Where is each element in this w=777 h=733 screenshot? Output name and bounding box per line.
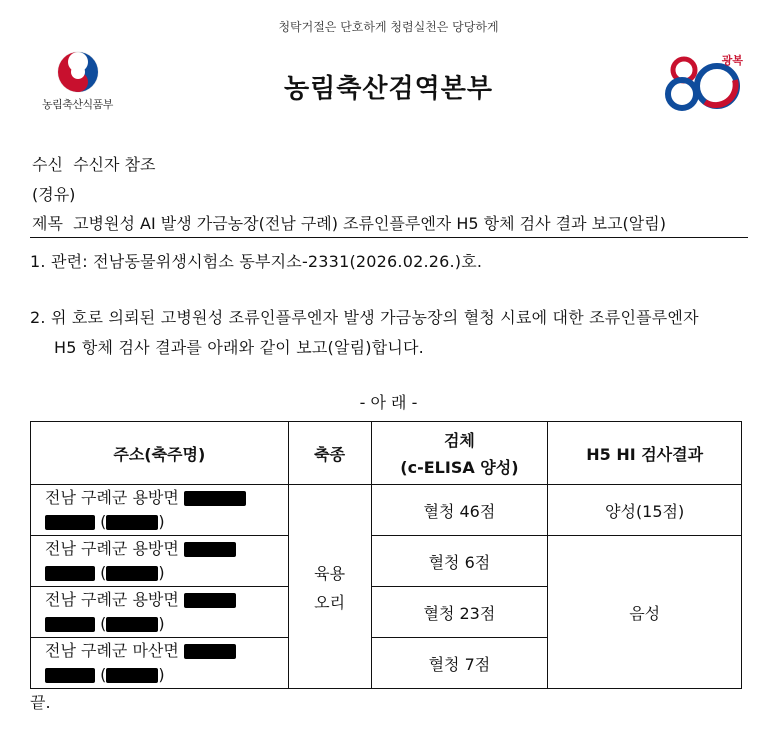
redacted-name [184, 542, 236, 557]
via-line: (경유) [32, 185, 76, 204]
redacted-name [184, 644, 236, 659]
address-text: 전남 구례군 용방면 [45, 488, 179, 507]
result-positive-cell: 양성(15점) [548, 485, 742, 536]
address-text: 전남 구례군 마산면 [45, 641, 179, 660]
subject-divider [30, 237, 748, 238]
table-row [31, 536, 742, 587]
subject-label: 제목 [32, 214, 63, 233]
header-sample [371, 422, 548, 485]
redacted-name [106, 566, 158, 581]
sample-cell: 혈청 46점 [371, 485, 548, 536]
header-result: H5 HI 검사결과 [548, 422, 742, 485]
species-cell [288, 485, 371, 689]
address-cell: 전남 구례군 마산면 ( ) [31, 638, 289, 689]
results-table [30, 421, 742, 689]
table-header-row [31, 422, 742, 485]
redacted-name [45, 617, 95, 632]
redacted-name [45, 515, 95, 530]
address-cell: 전남 구례군 용방면 ( ) [31, 536, 289, 587]
redacted-name [184, 491, 246, 506]
address-text: 전남 구례군 용방면 [45, 539, 179, 558]
redacted-name [106, 617, 158, 632]
redacted-name [106, 515, 158, 530]
header-sample-title: 검체 [443, 431, 475, 450]
end-marker: 끝. [30, 693, 51, 712]
address-cell: 전남 구례군 용방면 ( ) [31, 587, 289, 638]
ministry-name: 농림축산식품부 [42, 98, 113, 111]
result-negative-cell: 음성 [548, 536, 742, 689]
agency-title: 농림축산검역본부 [284, 74, 493, 104]
sample-cell: 혈청 7점 [371, 638, 548, 689]
sample-cell: 혈청 6점 [371, 536, 548, 587]
redacted-name [184, 593, 236, 608]
address-cell: 전남 구례군 용방면 ( ) [31, 485, 289, 536]
table-row [31, 485, 742, 536]
header-address: 주소(축주명) [31, 422, 289, 485]
recipient-value: 수신자 참조 [73, 155, 156, 174]
report-item-line2: H5 항체 검사 결과를 아래와 같이 보고(알림)합니다. [54, 338, 424, 357]
sample-cell: 혈청 23점 [371, 587, 548, 638]
report-item-line1: 2. 위 호로 의뢰된 고병원성 조류인플루엔자 발생 가금농장의 혈청 시료에 대한 조류인플루엔자 [30, 308, 699, 327]
redacted-name [45, 668, 95, 683]
address-text: 전남 구례군 용방면 [45, 590, 179, 609]
species-line2: 오리 [314, 592, 346, 612]
recipient-line [32, 152, 155, 175]
header-sample-method: (c-ELISA 양성) [400, 458, 519, 477]
anniversary-label: 광복 [721, 54, 743, 67]
header-species: 축종 [288, 422, 371, 485]
below-marker: - 아 래 - [359, 393, 418, 412]
slogan: 청탁거절은 단호하게 청렴실천은 당당하게 [278, 20, 499, 34]
redacted-name [45, 566, 95, 581]
species-line1: 육용 [314, 563, 346, 583]
reference-item: 1. 관련: 전남동물위생시험소 동부지소-2331(2026.02.26.)호. [30, 252, 483, 271]
redacted-name [106, 668, 158, 683]
subject-line [32, 211, 666, 234]
subject-value: 고병원성 AI 발생 가금농장(전남 구례) 조류인플루엔자 H5 항체 검사 결과 보고(알림) [73, 214, 666, 233]
recipient-label: 수신 [32, 155, 63, 174]
